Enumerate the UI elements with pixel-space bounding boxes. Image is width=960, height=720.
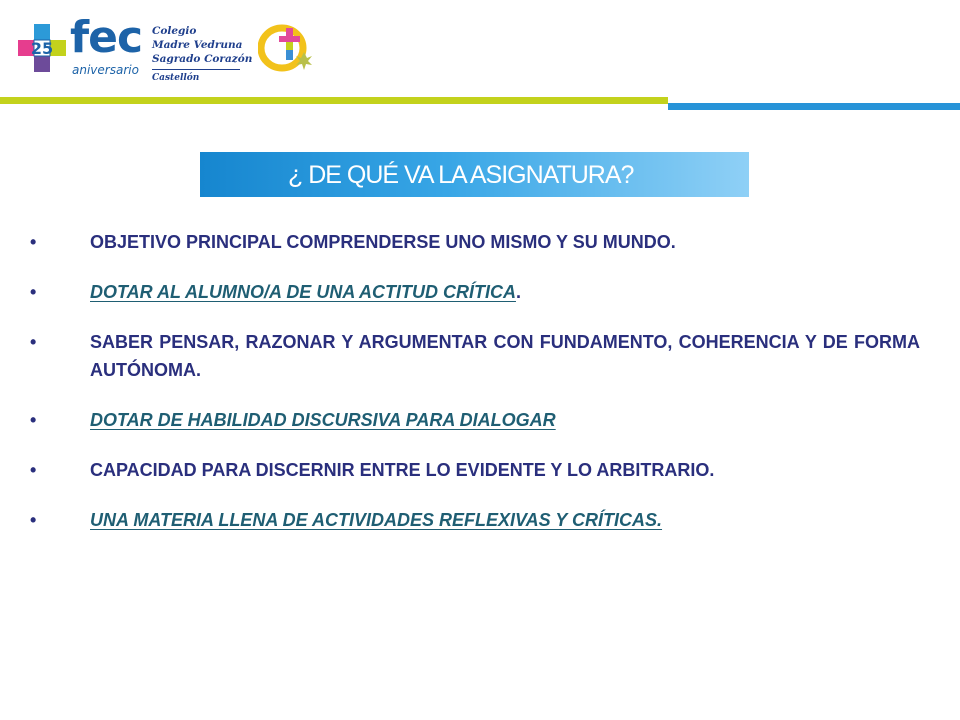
bullet-dot: • (30, 410, 37, 430)
bullet-item (30, 328, 920, 384)
logo-subtitle: aniversario (72, 63, 139, 77)
school-name (152, 24, 253, 84)
slide-header (0, 0, 960, 120)
school-divider (152, 69, 240, 70)
header-stripe-blue (668, 103, 960, 110)
school-line-1: Colegio (152, 25, 197, 37)
school-city: Castellón (152, 73, 200, 83)
bullet-text: OBJETIVO PRINCIPAL COMPRENDERSE UNO MISMO Y SU MUNDO. (90, 232, 676, 252)
school-line-2: Madre Vedruna (152, 39, 243, 51)
title-banner (200, 152, 749, 197)
bullet-suffix: . (515, 282, 521, 302)
bullet-dot: • (30, 232, 37, 252)
bullet-text: CAPACIDAD PARA DISCERNIR ENTRE LO EVIDENTE Y LO ARBITRARIO. (90, 460, 715, 480)
bullet-link[interactable]: UNA MATERIA LLENA DE ACTIVIDADES REFLEXIVAS Y CRÍTICAS. (90, 510, 663, 530)
bullet-dot: • (30, 460, 37, 480)
bullet-text: SABER PENSAR, RAZONAR Y ARGUMENTAR CON FUNDAMENTO, COHERENCIA Y DE FORMA AUTÓNOMA. (90, 332, 920, 380)
bullet-dot: • (30, 282, 37, 302)
logo-number: 25 (30, 39, 54, 58)
bullet-link[interactable]: DOTAR DE HABILIDAD DISCURSIVA PARA DIALOGAR (90, 410, 556, 430)
logo-word: fec (70, 12, 143, 63)
fec-25-icon (18, 24, 66, 72)
slide-title: ¿ DE QUÉ VA LA ASIGNATURA? (288, 161, 634, 189)
bullet-item (30, 506, 920, 534)
bullet-link[interactable]: DOTAR AL ALUMNO/A DE UNA ACTITUD CRÍTICA (90, 282, 516, 302)
school-line-3: Sagrado Corazón (152, 53, 253, 65)
bullet-dot: • (30, 510, 37, 530)
school-emblem-icon (258, 22, 314, 72)
fec-logo (18, 12, 158, 86)
bullet-item (30, 406, 920, 434)
bullet-list (30, 228, 920, 556)
bullet-item (30, 228, 920, 256)
bullet-item (30, 456, 920, 484)
bullet-item (30, 278, 920, 306)
bullet-dot: • (30, 332, 37, 352)
header-stripe-green (0, 97, 668, 104)
